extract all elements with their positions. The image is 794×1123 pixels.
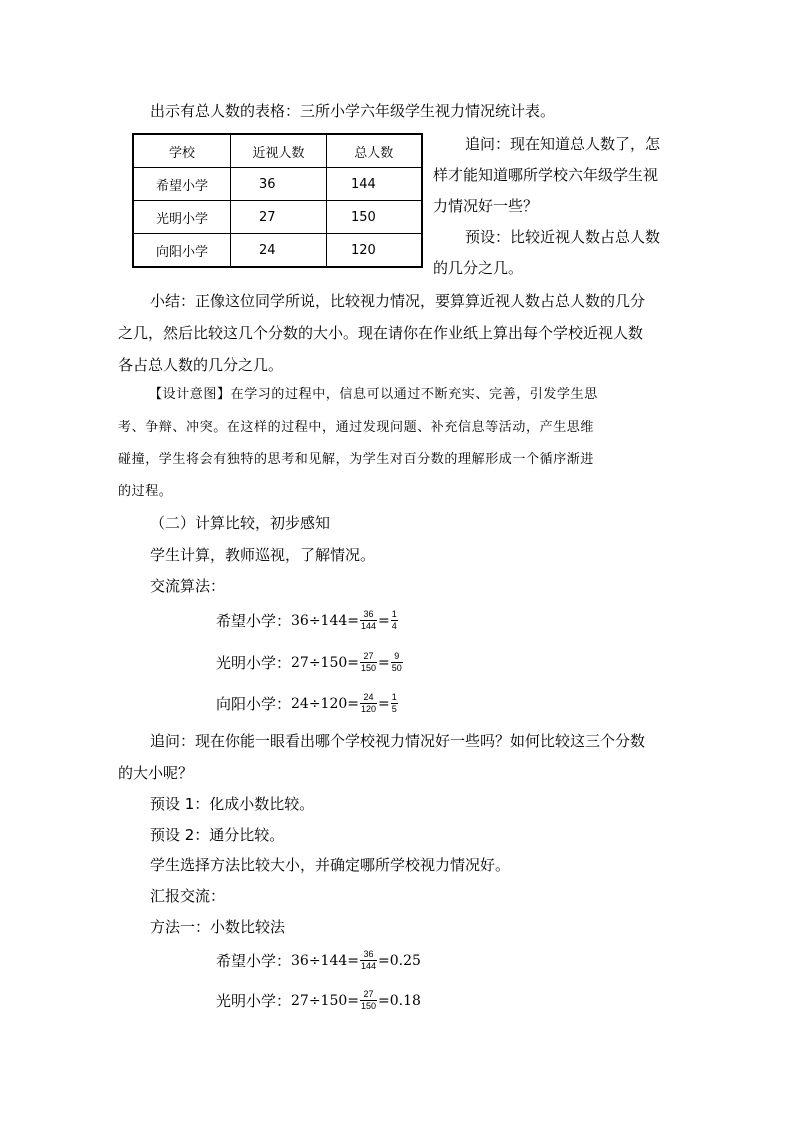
table-cell-myopia: 27 — [231, 201, 327, 234]
side-text-line: 的几分之几。 — [433, 259, 524, 277]
equals-sign: = — [378, 654, 390, 671]
fraction-numerator: 27 — [363, 651, 374, 661]
fraction-numerator: 1 — [391, 692, 397, 702]
report-label: 汇报交流： — [150, 887, 226, 905]
fraction-denominator: 120 — [361, 704, 377, 714]
fraction-numerator: 1 — [391, 609, 397, 619]
fraction — [360, 693, 377, 714]
calc-expression: 27÷150= — [291, 992, 360, 1009]
design-intent-line: 【设计意图】在学习的过程中，信息可以通过不断充实、完善，引发学生思 — [149, 387, 598, 402]
calc-expression: 36÷144= — [291, 612, 360, 629]
calc-row — [216, 950, 421, 971]
intro-line: 出示有总人数的表格：三所小学六年级学生视力情况统计表。 — [150, 102, 556, 120]
choose-method-line: 学生选择方法比较大小，并确定哪所学校视力情况好。 — [150, 856, 511, 874]
calc-expression: 36÷144= — [291, 952, 360, 969]
method-1-title: 方法一：小数比较法 — [150, 918, 286, 936]
preset-2: 预设 2：通分比较。 — [150, 826, 285, 844]
fraction-numerator: 36 — [363, 949, 374, 959]
table-cell-myopia: 36 — [231, 168, 327, 201]
fraction-numerator: 27 — [363, 989, 374, 999]
calc-school: 光明小学： — [216, 654, 292, 672]
fraction-denominator: 144 — [361, 961, 377, 971]
side-text-line: 预设：比较近视人数占总人数 — [465, 228, 661, 246]
calc-school: 希望小学： — [216, 952, 292, 970]
design-intent-line: 的过程。 — [118, 484, 173, 499]
equals-sign: = — [378, 612, 390, 629]
calc-row — [216, 652, 404, 673]
summary-line: 小结：正像这位同学所说，比较视力情况，要算算近视人数占总人数的几分 — [150, 292, 646, 310]
table-cell-myopia: 24 — [231, 234, 327, 268]
table-header-cell: 总人数 — [327, 134, 422, 168]
calc-school: 光明小学： — [216, 992, 292, 1010]
table-row — [133, 168, 422, 201]
fraction-denominator: 144 — [361, 621, 377, 631]
calc-row — [216, 610, 399, 631]
calc-row — [216, 990, 421, 1011]
table-header-cell: 近视人数 — [231, 134, 327, 168]
equals-sign: = — [378, 695, 390, 712]
fraction-numerator: 36 — [363, 609, 374, 619]
side-text-line: 追问：现在知道总人数了，怎 — [465, 135, 661, 153]
table-cell-school: 向阳小学 — [133, 234, 231, 268]
decimal-result: =0.25 — [378, 952, 421, 969]
fraction — [391, 610, 398, 631]
fraction-numerator: 24 — [363, 692, 374, 702]
fraction-denominator: 4 — [391, 621, 397, 631]
calc-school: 向阳小学： — [216, 695, 292, 713]
table-cell-school: 希望小学 — [133, 168, 231, 201]
table-cell-total: 150 — [327, 201, 422, 234]
section-title: （二）计算比较，初步感知 — [150, 514, 331, 532]
fraction-denominator: 50 — [391, 663, 402, 673]
exchange-label: 交流算法： — [150, 577, 226, 595]
student-calc-line: 学生计算，教师巡视，了解情况。 — [150, 546, 376, 564]
design-intent-line: 考、争辩、冲突。在这样的过程中，通过发现问题、补充信息等活动，产生思维 — [118, 420, 595, 435]
calc-expression: 24÷120= — [291, 695, 360, 712]
fraction — [360, 610, 377, 631]
design-intent-line: 碰撞，学生将会有独特的思考和见解，为学生对百分数的理解形成一个循序渐进 — [118, 452, 595, 467]
fraction — [391, 693, 398, 714]
fraction-denominator: 5 — [391, 704, 397, 714]
vision-stat-table — [132, 133, 423, 268]
question-line: 的大小呢？ — [118, 764, 194, 782]
fraction-denominator: 150 — [361, 663, 377, 673]
fraction-numerator: 9 — [394, 651, 400, 661]
table-header-row — [133, 134, 422, 168]
table-cell-total: 120 — [327, 234, 422, 268]
side-text-line: 力情况好一些？ — [433, 197, 539, 215]
table-cell-school: 光明小学 — [133, 201, 231, 234]
table-header-cell: 学校 — [133, 134, 231, 168]
fraction-denominator: 150 — [361, 1001, 377, 1011]
table-row — [133, 201, 422, 234]
calc-school: 希望小学： — [216, 612, 292, 630]
calc-row — [216, 693, 399, 714]
summary-line: 之几，然后比较这几个分数的大小。现在请你在作业纸上算出每个学校近视人数 — [118, 324, 644, 342]
fraction — [391, 652, 403, 673]
table-row — [133, 234, 422, 268]
table-cell-total: 144 — [327, 168, 422, 201]
calc-expression: 27÷150= — [291, 654, 360, 671]
decimal-result: =0.18 — [378, 992, 421, 1009]
question-line: 追问：现在你能一眼看出哪个学校视力情况好一些吗？如何比较这三个分数 — [150, 732, 646, 750]
fraction — [360, 652, 377, 673]
summary-line: 各占总人数的几分之几。 — [118, 356, 284, 374]
fraction — [360, 950, 377, 971]
fraction — [360, 990, 377, 1011]
side-text-line: 样才能知道哪所学校六年级学生视 — [433, 166, 659, 184]
preset-1: 预设 1：化成小数比较。 — [150, 795, 315, 813]
